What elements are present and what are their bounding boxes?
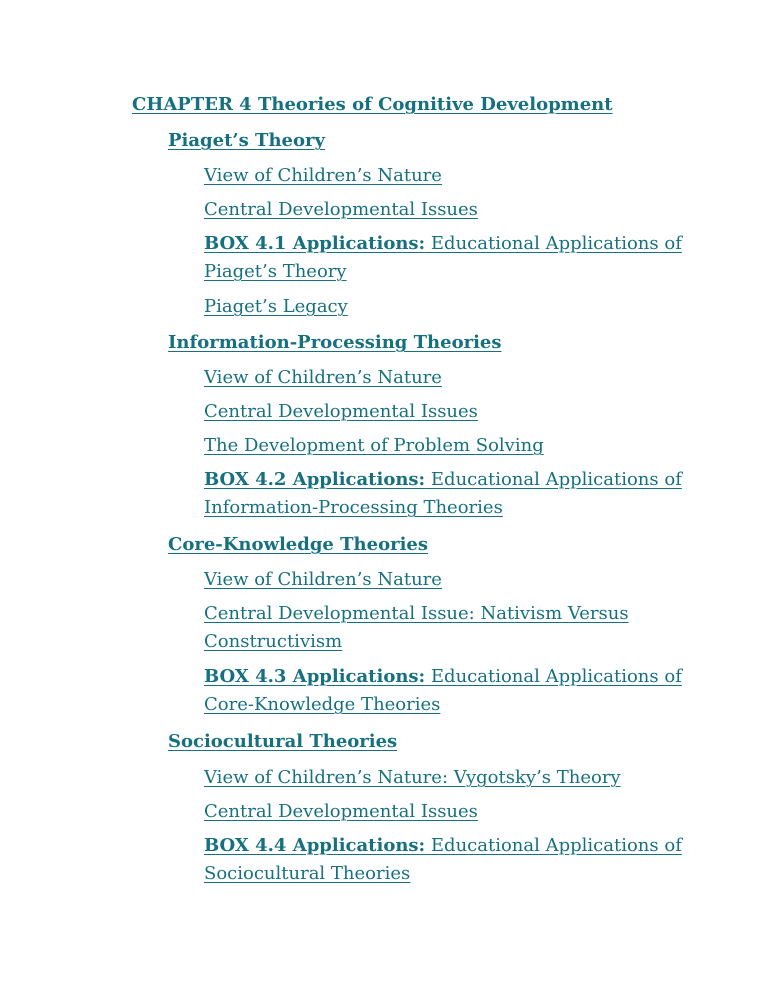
toc-piaget-legacy-link[interactable]: Piaget’s Legacy (204, 296, 348, 317)
nativism-text-line1: Central Developmental Issue: Nativism Versus (204, 603, 629, 624)
toc-socio-issues-link[interactable]: Central Developmental Issues (204, 801, 478, 822)
box-4-2-text: Educational Applications of (425, 469, 682, 490)
toc-core-view-link[interactable]: View of Children’s Nature (204, 569, 442, 590)
nativism-text-line2: Constructivism (204, 631, 343, 652)
toc-info-issues-link[interactable]: Central Developmental Issues (204, 401, 478, 422)
box-4-1-prefix: BOX 4.1 Applications: (204, 233, 426, 254)
toc-info-view-link[interactable]: View of Children’s Nature (204, 367, 442, 388)
toc-box-4-4-link[interactable] (204, 832, 682, 888)
toc-piaget-issues-link[interactable]: Central Developmental Issues (204, 199, 478, 220)
box-4-2-prefix: BOX 4.2 Applications: (204, 469, 426, 490)
toc-box-4-1-link[interactable] (204, 230, 682, 286)
toc-vygotsky-link[interactable]: View of Children’s Nature: Vygotsky’s Theory (204, 767, 621, 788)
box-4-4-text-line2: Sociocultural Theories (204, 863, 411, 884)
toc-information-processing-link[interactable]: Information-Processing Theories (168, 332, 502, 353)
toc-piaget-theory-link[interactable]: Piaget’s Theory (168, 130, 325, 151)
toc-problem-solving-link[interactable]: The Development of Problem Solving (204, 435, 544, 456)
box-4-4-text: Educational Applications of (425, 835, 682, 856)
box-4-2-text-line2: Information-Processing Theories (204, 497, 503, 518)
toc-chapter-4-link[interactable]: CHAPTER 4 Theories of Cognitive Development (132, 94, 613, 115)
box-4-4-prefix: BOX 4.4 Applications: (204, 835, 426, 856)
toc-box-4-2-link[interactable] (204, 466, 682, 522)
box-4-1-text: Educational Applications of (425, 233, 682, 254)
box-4-3-text: Educational Applications of (425, 666, 682, 687)
box-4-3-text-line2: Core-Knowledge Theories (204, 694, 441, 715)
box-4-3-prefix: BOX 4.3 Applications: (204, 666, 426, 687)
toc-box-4-3-link[interactable] (204, 663, 682, 719)
toc-nativism-link[interactable] (204, 600, 629, 656)
toc-sociocultural-link[interactable]: Sociocultural Theories (168, 731, 398, 752)
toc-core-knowledge-link[interactable]: Core-Knowledge Theories (168, 534, 428, 555)
toc-piaget-view-link[interactable]: View of Children’s Nature (204, 165, 442, 186)
box-4-1-text-line2: Piaget’s Theory (204, 261, 347, 282)
